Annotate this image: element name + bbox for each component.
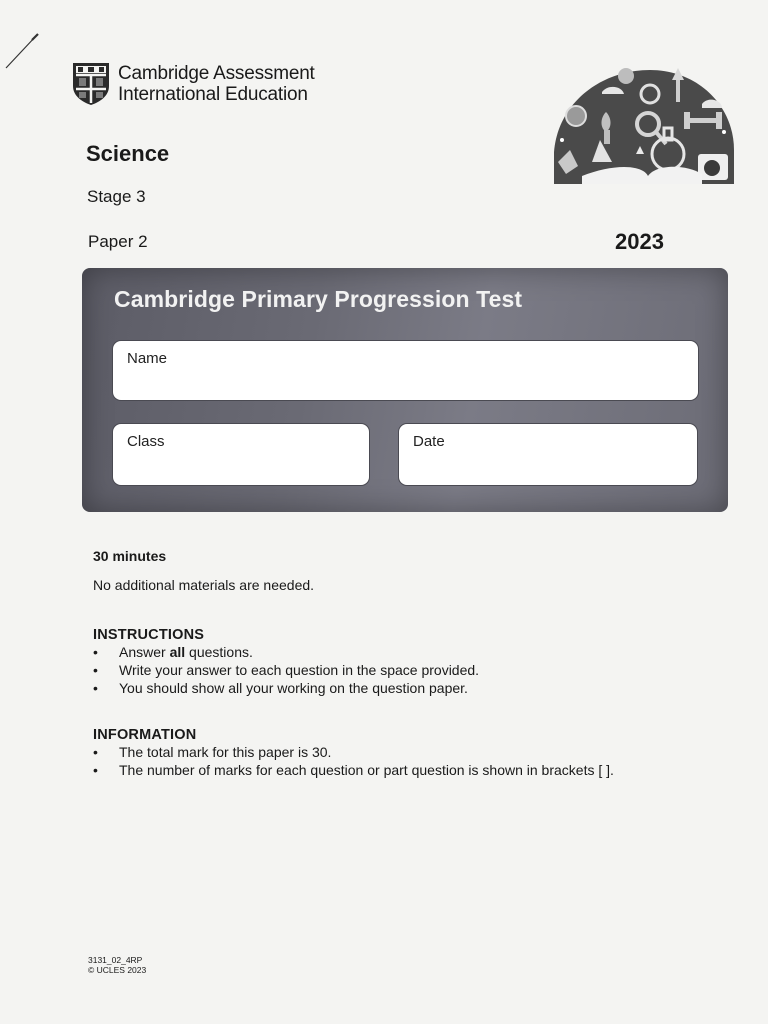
banner-title: Cambridge Primary Progression Test xyxy=(114,286,523,312)
stage-label: Stage 3 xyxy=(87,187,146,206)
paper-label: Paper 2 xyxy=(88,232,148,251)
instruction-item: • You should show all your working on the question paper. xyxy=(93,679,479,697)
instruction-emphasis: all xyxy=(169,644,186,660)
instructions-list xyxy=(93,643,479,697)
information-item: • The number of marks for each question or part question is shown in brackets [ ]. xyxy=(93,761,614,779)
subject-title: Science xyxy=(86,141,170,166)
date-label: Date xyxy=(413,433,445,450)
information-heading: INFORMATION xyxy=(93,727,197,743)
pen-mark xyxy=(2,32,42,72)
instruction-item: • Write your answer to each question in the space provided. xyxy=(93,661,479,679)
test-banner xyxy=(82,268,728,512)
shield-icon xyxy=(72,62,110,106)
date-field[interactable] xyxy=(399,424,697,485)
instruction-item xyxy=(93,643,479,661)
class-label: Class xyxy=(127,433,165,450)
instruction-text: Answer xyxy=(119,644,170,660)
logo-line-2: International Education xyxy=(118,84,308,105)
materials-note: No additional materials are needed. xyxy=(93,577,315,593)
cambridge-logo xyxy=(72,62,315,106)
class-field[interactable] xyxy=(113,424,369,485)
logo-line-1: Cambridge Assessment xyxy=(118,63,315,84)
instruction-text: questions. xyxy=(185,644,253,660)
paper-code: 3131_02_4RP xyxy=(88,955,143,965)
year-label: 2023 xyxy=(615,229,664,254)
name-field[interactable] xyxy=(113,341,698,400)
footer xyxy=(88,955,146,975)
information-list xyxy=(93,743,614,779)
information-item: • The total mark for this paper is 30. xyxy=(93,743,614,761)
copyright: © UCLES 2023 xyxy=(88,965,147,975)
name-label: Name xyxy=(127,350,168,367)
instructions-heading: INSTRUCTIONS xyxy=(93,627,205,643)
duration: 30 minutes xyxy=(93,548,167,564)
science-collage-illustration xyxy=(552,62,736,186)
